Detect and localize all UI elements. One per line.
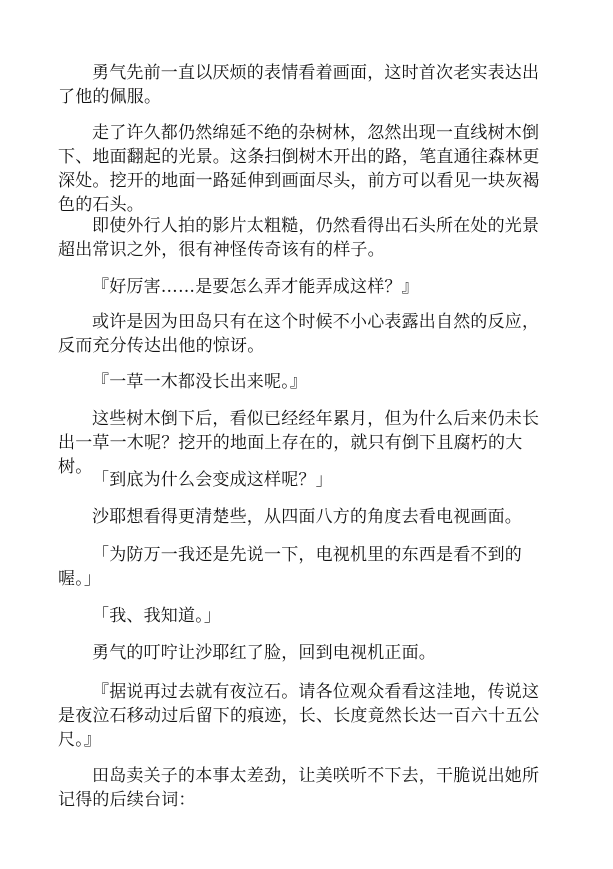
- paragraph: 或许是因为田岛只有在这个时候不小心表露出自然的反应，反而充分传达出他的惊讶。: [58, 312, 540, 356]
- paragraph: 『据说再过去就有夜泣石。请各位观众看看这洼地，传说这是夜泣石移动过后留下的痕迹，长、长度竟然长达一百六十五公尺。』: [58, 682, 540, 750]
- paragraph: 「我、我知道。」: [92, 606, 222, 626]
- paragraph: 『一草一木都没长出来呢。』: [92, 372, 308, 392]
- paragraph: 沙耶想看得更清楚些，从四面八方的角度去看电视画面。: [92, 507, 522, 527]
- paragraph: 田岛卖关子的本事太差劲，让美咲听不下去，干脆说出她所记得的后续台词：: [58, 766, 540, 810]
- paragraph: 这些树木倒下后，看似已经经年累月，但为什么后来仍未长出一草一木呢？挖开的地面上存在的，就只有倒下且腐朽的大树。: [58, 409, 540, 477]
- paragraph: 「为防万一我还是先说一下，电视机里的东西是看不到的喔。」: [58, 545, 522, 589]
- paragraph: 即使外行人拍的影片太粗糙，仍然看得出石头所在处的光景超出常识之外，很有神怪传奇该有的样子。: [58, 216, 540, 260]
- paragraph: 走了许久都仍然绵延不绝的杂树林，忽然出现一直线树木倒下、地面翻起的光景。这条扫倒树木开出的路，笔直通往森林更深处。挖开的地面一路延伸到画面尽头，前方可以看见一块灰褐色的石头。: [58, 123, 540, 215]
- paragraph: 「到底为什么会变成这样呢？」: [92, 470, 333, 490]
- paragraph: 『好厉害……是要怎么弄才能弄成这样？』: [92, 277, 419, 297]
- paragraph: 勇气的叮咛让沙耶红了脸，回到电视机正面。: [92, 643, 436, 663]
- paragraph: 勇气先前一直以厌烦的表情看着画面，这时首次老实表达出了他的佩服。: [58, 63, 540, 107]
